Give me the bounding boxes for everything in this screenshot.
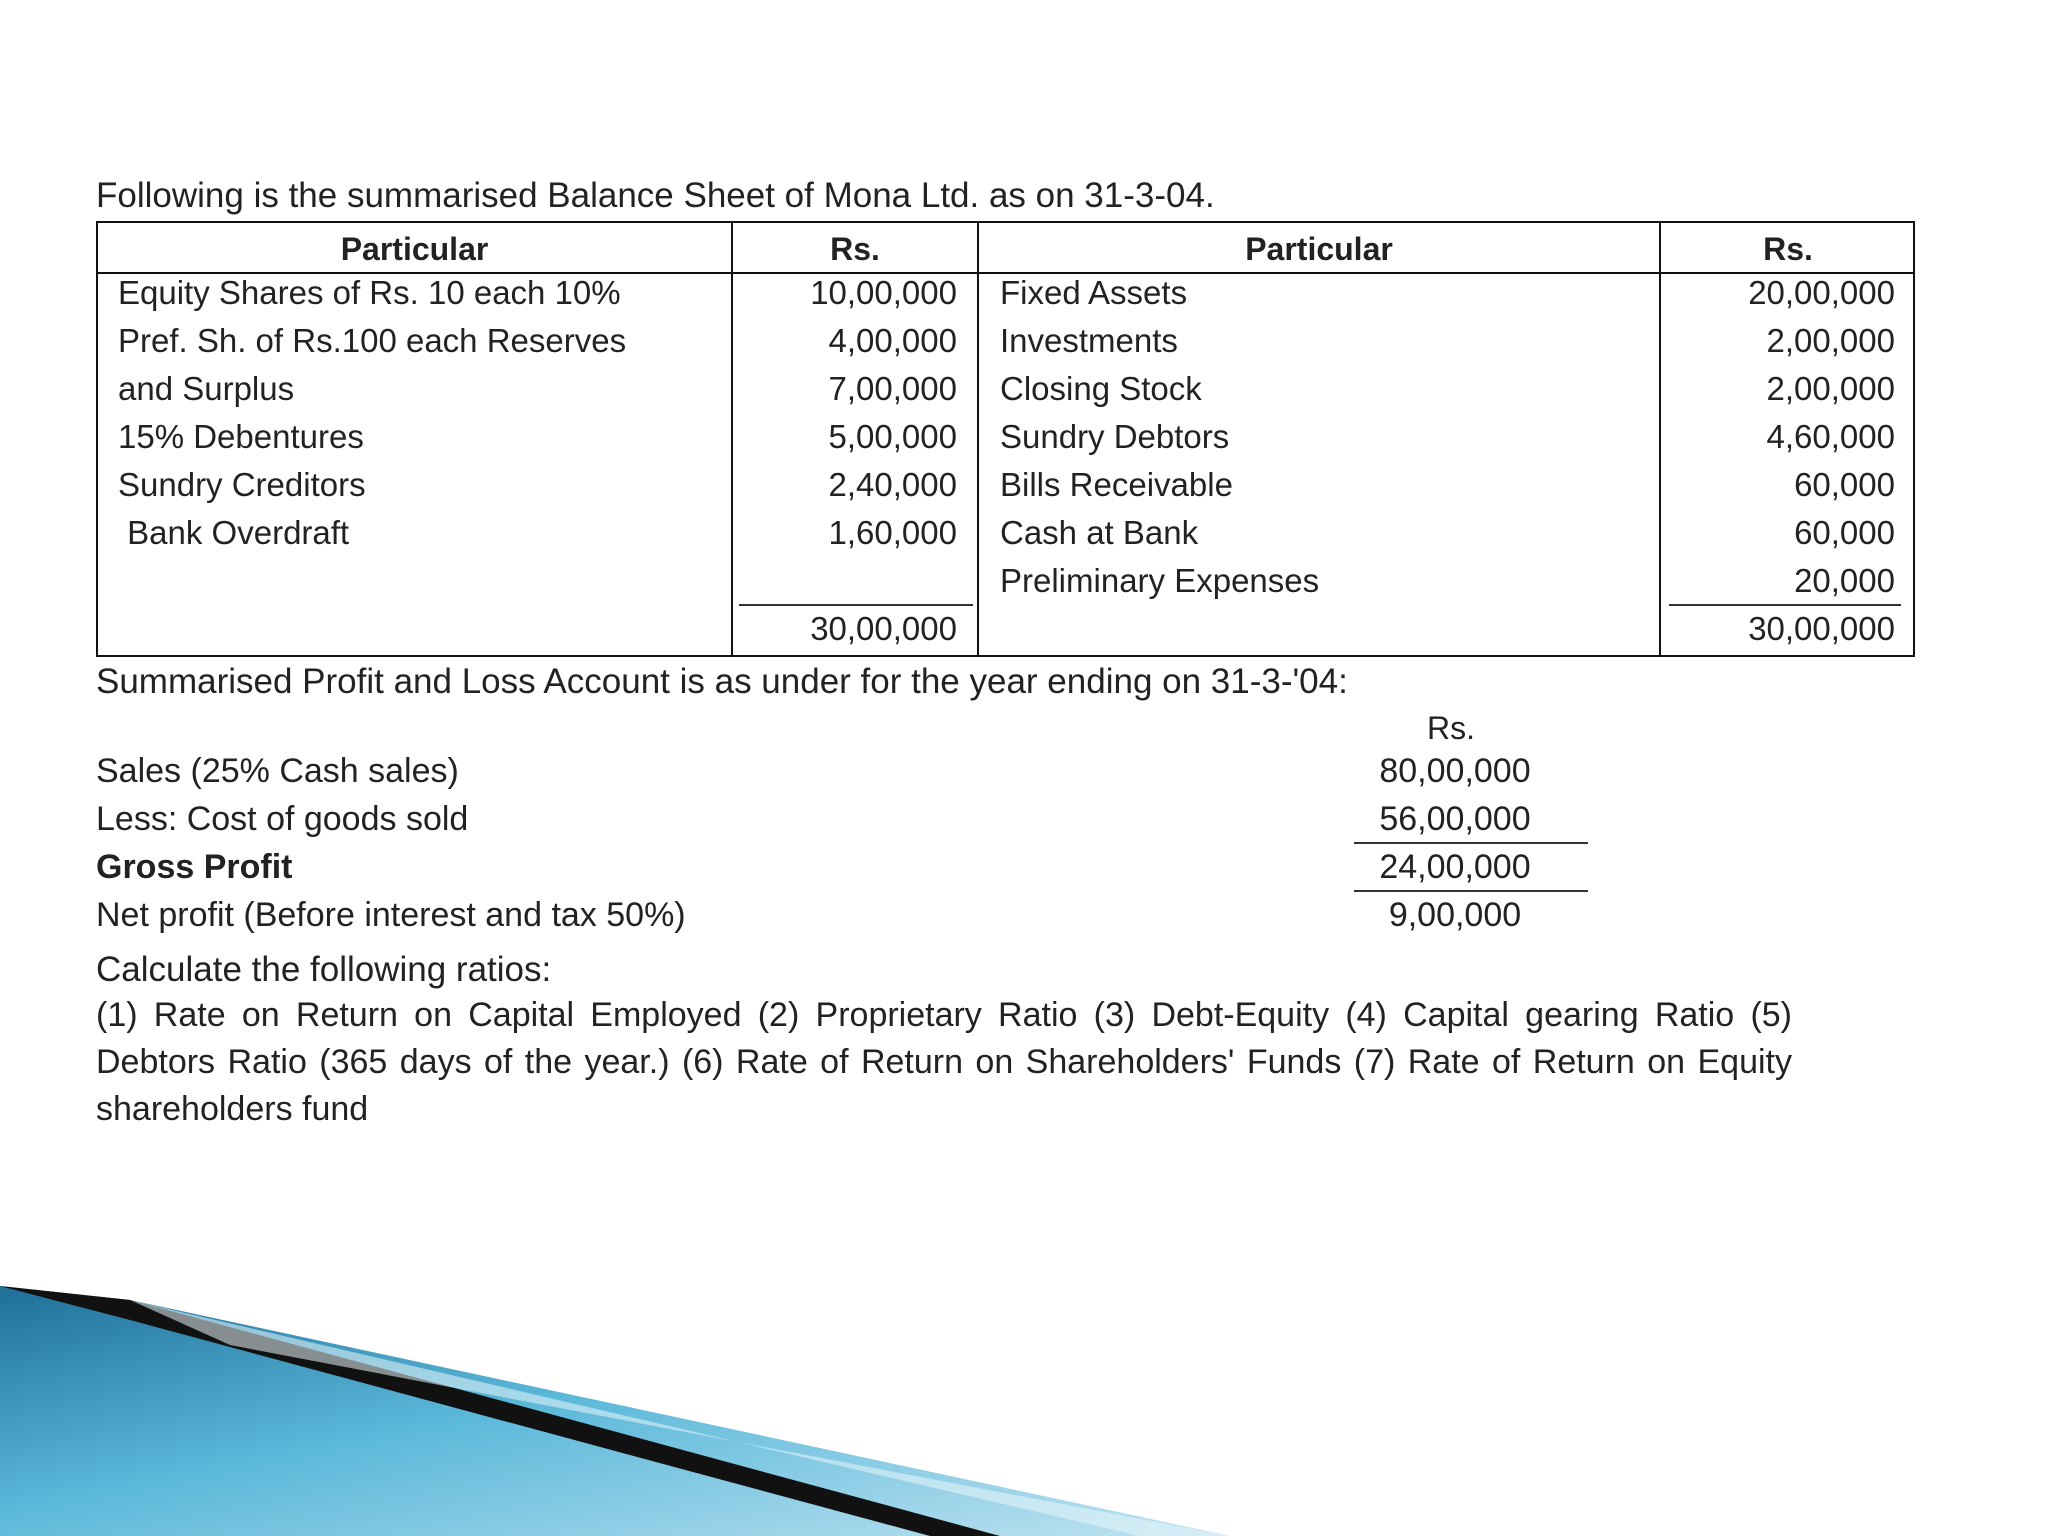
asset-label: Investments [1000, 322, 1178, 359]
liabilities-total: 30,00,000 [810, 610, 957, 647]
pl-row-amount: 24,00,000 [1379, 848, 1531, 886]
calc-heading: Calculate the following ratios: [96, 950, 552, 989]
pl-row-amount: 56,00,000 [1379, 800, 1531, 838]
liability-amount: 1,60,000 [828, 514, 957, 551]
pl-row-label: Net profit (Before interest and tax 50%) [96, 896, 686, 934]
header-rs-assets: Rs. [1763, 231, 1813, 267]
header-rs-liabilities: Rs. [830, 231, 880, 267]
pl-row-amount: 80,00,000 [1379, 752, 1531, 790]
pl-row-label: Less: Cost of goods sold [96, 800, 469, 838]
liability-amount: 7,00,000 [828, 370, 957, 407]
asset-label: Fixed Assets [1000, 274, 1188, 311]
pl-rs-header: Rs. [1427, 710, 1475, 746]
asset-amount: 20,00,000 [1748, 274, 1895, 311]
liability-label: Equity Shares of Rs. 10 each 10% [118, 274, 621, 311]
liability-label: and Surplus [118, 370, 295, 407]
pl-title: Summarised Profit and Loss Account is as under for the year ending on 31-3-'04: [96, 662, 1348, 701]
asset-amount: 20,000 [1794, 562, 1895, 599]
asset-label: Sundry Debtors [1000, 418, 1230, 455]
pl-row-label: Sales (25% Cash sales) [96, 752, 459, 790]
pl-row-amount: 9,00,000 [1388, 896, 1522, 934]
header-particular-assets: Particular [1245, 231, 1393, 267]
liability-label: 15% Debentures [118, 418, 364, 455]
liability-label: Bank Overdraft [118, 514, 350, 551]
asset-label: Cash at Bank [1000, 514, 1199, 551]
asset-amount: 4,60,000 [1766, 418, 1895, 455]
liability-amount: 4,00,000 [828, 322, 957, 359]
intro-text: Following is the summarised Balance Sheet of Mona Ltd. as on 31-3-04. [96, 176, 1215, 215]
asset-label: Bills Receivable [1000, 466, 1233, 503]
asset-label: Closing Stock [1000, 370, 1202, 407]
liability-label: Pref. Sh. of Rs.100 each Reserves [118, 322, 627, 359]
liability-amount: 5,00,000 [828, 418, 957, 455]
asset-amount: 60,000 [1794, 514, 1895, 551]
assets-total: 30,00,000 [1748, 610, 1895, 647]
liability-amount: 2,40,000 [828, 466, 957, 503]
pl-row-label: Gross Profit [96, 848, 293, 886]
liability-label: Sundry Creditors [118, 466, 366, 503]
asset-amount: 2,00,000 [1766, 322, 1895, 359]
asset-amount: 60,000 [1794, 466, 1895, 503]
asset-label: Preliminary Expenses [1000, 562, 1320, 599]
header-particular-liabilities: Particular [340, 231, 489, 267]
ratios-paragraph: (1) Rate on Return on Capital Employed (2) Proprietary Ratio (3) Debt-Equity (4) Capital gearing Ratio (5) Debtors Ratio (365 days of the year.) (6) Rate of Return on Shareholders' Funds (7) Rate of Return on Equity shareholders fund [96, 996, 1792, 1128]
liability-amount: 10,00,000 [810, 274, 957, 311]
asset-amount: 2,00,000 [1766, 370, 1895, 407]
